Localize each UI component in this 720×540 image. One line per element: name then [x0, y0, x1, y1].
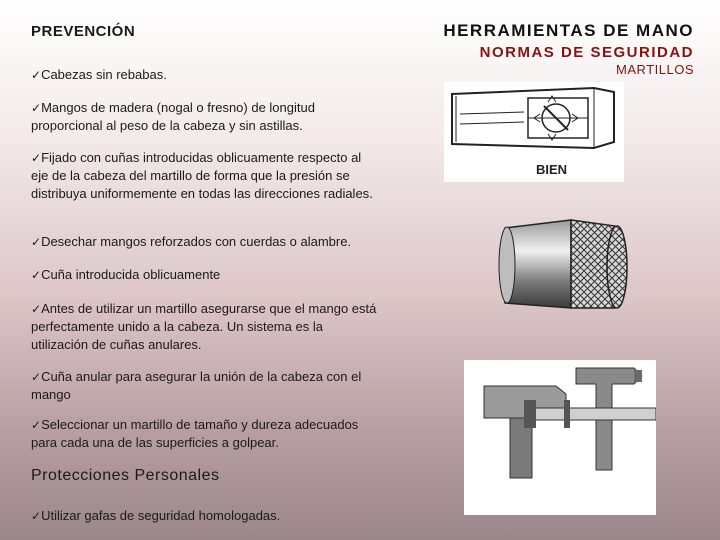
check-icon: ✓	[31, 68, 42, 82]
check-icon: ✓	[31, 370, 42, 384]
hammer-wedge-figure	[444, 82, 624, 182]
hammer-head-diagram	[444, 82, 624, 182]
check-icon: ✓	[31, 418, 42, 432]
page-title: HERRAMIENTAS DE MANO	[443, 21, 694, 40]
check-icon: ✓	[31, 235, 42, 249]
list-item: ✓Cabezas sin rebabas.	[31, 67, 167, 82]
list-item: ✓Antes de utilizar un martillo asegurarse que el mango está perfectamente unido a la cabeza. Un sistema es la utilización de cuñas anulares.	[31, 301, 377, 352]
check-icon: ✓	[31, 302, 42, 316]
list-item: ✓Fijado con cuñas introducidas oblicuamente respecto al eje de la cabeza del martillo de forma que la presión se distribuya uniformemente en todas las direcciones radiales.	[31, 150, 373, 201]
personal-protection-heading: Protecciones Personales	[31, 467, 220, 484]
page-subtitle: NORMAS DE SEGURIDAD	[479, 44, 694, 61]
title-block	[443, 21, 694, 77]
list-item: ✓Mangos de madera (nogal o fresno) de longitud proporcional al peso de la cabeza y sin astillas.	[31, 100, 315, 133]
check-icon: ✓	[31, 268, 42, 282]
check-icon: ✓	[31, 151, 42, 165]
check-icon: ✓	[31, 101, 42, 115]
section-heading: PREVENCIÓN	[31, 23, 136, 40]
hammers-diagram	[464, 360, 656, 515]
hammer-ring-figure	[464, 360, 656, 515]
check-icon: ✓	[31, 509, 42, 523]
topic-label: MARTILLOS	[616, 62, 694, 77]
list-item: ✓Utilizar gafas de seguridad homologadas.	[31, 508, 281, 523]
annular-wedge-figure	[493, 208, 633, 318]
figure-label: BIEN	[536, 162, 568, 177]
list-item: ✓Cuña anular para asegurar la unión de la cabeza con el mango	[31, 369, 362, 402]
list-item: ✓Cuña introducida oblicuamente	[31, 267, 221, 282]
list-item: ✓Seleccionar un martillo de tamaño y dureza adecuados para cada una de las superficies a golpear.	[31, 417, 359, 450]
list-item: ✓Desechar mangos reforzados con cuerdas o alambre.	[31, 234, 352, 249]
ferrule-diagram	[493, 208, 633, 318]
